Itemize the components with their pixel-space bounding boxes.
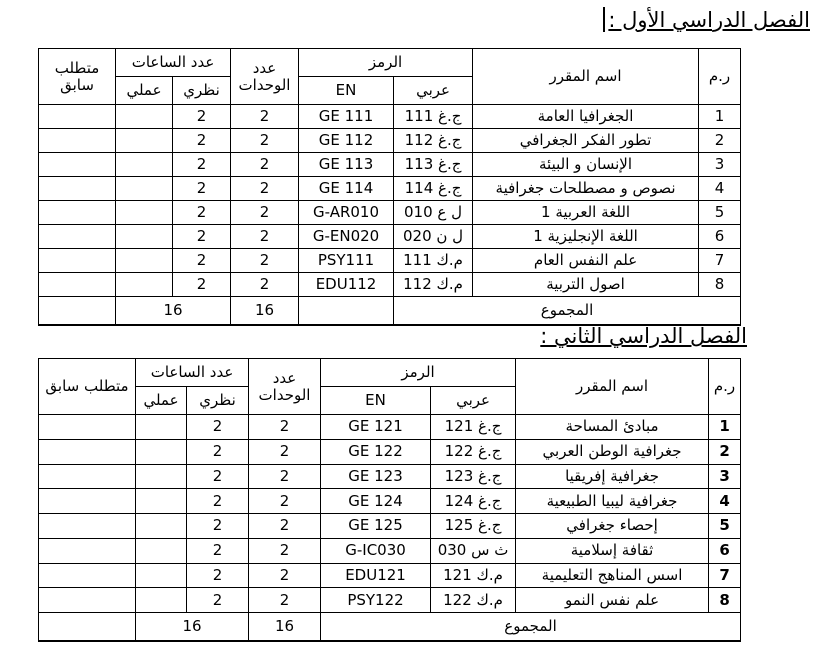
cell-prereq [39,588,136,613]
total-prereq-empty [39,613,136,641]
cell-theory: 2 [187,538,249,563]
cell-theory: 2 [187,439,249,464]
header-prereq: متطلب سابق [39,49,116,105]
cell-code_en: PSY111 [299,249,394,273]
cell-code_en: GE 123 [321,464,431,489]
cell-theory: 2 [173,105,231,129]
header-serial: ر.م [709,359,741,415]
cell-num: 1 [699,105,741,129]
cell-num: 7 [699,249,741,273]
cell-prereq [39,129,116,153]
semester1-rows [39,105,741,297]
total-units: 16 [249,613,321,641]
cell-code_en: GE 121 [321,415,431,440]
cell-practical [116,153,173,177]
cell-prereq [39,563,136,588]
cell-units: 2 [249,439,321,464]
cell-units: 2 [249,489,321,514]
cell-theory: 2 [187,489,249,514]
cell-units: 2 [231,177,299,201]
course-row [39,225,741,249]
course-row [39,153,741,177]
total-hours: 16 [116,297,231,325]
cell-code_en: GE 125 [321,514,431,539]
cell-theory: 2 [173,129,231,153]
header-hours: عدد الساعات [116,49,231,77]
cell-practical [136,439,187,464]
cell-theory: 2 [173,273,231,297]
cell-prereq [39,464,136,489]
cell-num: 8 [709,588,741,613]
cell-num: 2 [699,129,741,153]
cell-units: 2 [249,588,321,613]
cell-course: اسس المناهج التعليمية [516,563,709,588]
cell-code_en: GE 124 [321,489,431,514]
cell-prereq [39,514,136,539]
cell-practical [136,489,187,514]
cell-theory: 2 [187,563,249,588]
cell-units: 2 [249,464,321,489]
header-code-arabic: عربي [394,77,473,105]
cell-code_ar: ج.غ 124 [431,489,516,514]
cell-code_ar: م.ك 121 [431,563,516,588]
course-row [39,249,741,273]
cell-practical [116,225,173,249]
course-row [39,177,741,201]
cell-prereq [39,105,116,129]
cell-code_ar: ل ن 020 [394,225,473,249]
cell-code_ar: ج.غ 113 [394,153,473,177]
course-row [39,514,741,539]
cell-units: 2 [231,105,299,129]
cell-course: جغرافية ليبيا الطبيعية [516,489,709,514]
cell-code_en: EDU112 [299,273,394,297]
header-theory-hours: نظري [187,387,249,415]
cell-code_en: PSY122 [321,588,431,613]
cell-practical [136,415,187,440]
header-code-arabic: عربي [431,387,516,415]
cell-practical [116,201,173,225]
cell-num: 7 [709,563,741,588]
semester2-title [540,324,747,348]
cell-num: 4 [709,489,741,514]
total-code-en-empty [299,297,394,325]
cell-code_en: G-EN020 [299,225,394,249]
cell-prereq [39,225,116,249]
cell-practical [136,514,187,539]
cell-code_en: GE 114 [299,177,394,201]
cell-course: علم نفس النمو [516,588,709,613]
cell-practical [136,538,187,563]
course-row [39,563,741,588]
header-hours: عدد الساعات [136,359,249,387]
cell-code_en: GE 111 [299,105,394,129]
cell-units: 2 [231,201,299,225]
text-caret [603,7,605,32]
cell-prereq [39,538,136,563]
cell-code_en: EDU121 [321,563,431,588]
total-row [39,613,741,641]
cell-code_ar: ج.غ 121 [431,415,516,440]
total-row [39,297,741,325]
cell-theory: 2 [187,464,249,489]
cell-theory: 2 [187,415,249,440]
course-row [39,415,741,440]
cell-practical [116,273,173,297]
course-row [39,105,741,129]
total-label: المجموع [321,613,741,641]
cell-num: 6 [699,225,741,249]
cell-num: 8 [699,273,741,297]
cell-course: جغرافية الوطن العربي [516,439,709,464]
cell-practical [116,105,173,129]
cell-code_ar: م.ك 111 [394,249,473,273]
total-hours: 16 [136,613,249,641]
course-row [39,489,741,514]
cell-code_en: GE 113 [299,153,394,177]
cell-theory: 2 [187,514,249,539]
header-course-name: اسم المقرر [516,359,709,415]
cell-course: نصوص و مصطلحات جغرافية [473,177,699,201]
cell-theory: 2 [187,588,249,613]
cell-code_ar: ج.غ 112 [394,129,473,153]
cell-course: ثقافة إسلامية [516,538,709,563]
semester1-table [38,48,741,326]
cell-units: 2 [249,514,321,539]
cell-code_ar: ج.غ 122 [431,439,516,464]
course-row [39,129,741,153]
course-row [39,439,741,464]
cell-units: 2 [231,249,299,273]
cell-course: إحصاء جغرافي [516,514,709,539]
semester2-rows [39,415,741,613]
cell-units: 2 [231,129,299,153]
cell-code_en: G-AR010 [299,201,394,225]
cell-prereq [39,201,116,225]
cell-code_ar: ج.غ 114 [394,177,473,201]
course-row [39,538,741,563]
cell-units: 2 [231,153,299,177]
cell-practical [136,563,187,588]
course-row [39,201,741,225]
header-units: عدد الوحدات [249,359,321,415]
cell-code_ar: ج.غ 125 [431,514,516,539]
cell-theory: 2 [173,225,231,249]
cell-course: اصول التربية [473,273,699,297]
header-code-en: EN [321,387,431,415]
semester1-title [603,7,810,32]
cell-theory: 2 [173,249,231,273]
header-practical-hours: عملي [136,387,187,415]
cell-code_en: G-IC030 [321,538,431,563]
cell-theory: 2 [173,153,231,177]
total-prereq-empty [39,297,116,325]
cell-course: اللغة العربية 1 [473,201,699,225]
cell-num: 3 [699,153,741,177]
cell-num: 4 [699,177,741,201]
cell-course: تطور الفكر الجغرافي [473,129,699,153]
header-code: الرمز [321,359,516,387]
cell-units: 2 [231,225,299,249]
semester2-table [38,358,741,642]
cell-num: 6 [709,538,741,563]
cell-num: 5 [699,201,741,225]
cell-code_ar: م.ك 112 [394,273,473,297]
semester2-title-text: الفصل الدراسي الثاني : [540,324,747,348]
total-units: 16 [231,297,299,325]
cell-prereq [39,415,136,440]
cell-practical [116,129,173,153]
cell-practical [136,464,187,489]
cell-code_ar: م.ك 122 [431,588,516,613]
header-practical-hours: عملي [116,77,173,105]
header-prereq: متطلب سابق [39,359,136,415]
course-row [39,273,741,297]
cell-prereq [39,439,136,464]
cell-prereq [39,489,136,514]
cell-units: 2 [249,563,321,588]
semester1-title-text: الفصل الدراسي الأول : [608,7,810,32]
cell-code_ar: ج.غ 123 [431,464,516,489]
cell-code_ar: ل ع 010 [394,201,473,225]
cell-course: اللغة الإنجليزية 1 [473,225,699,249]
cell-code_en: GE 112 [299,129,394,153]
cell-prereq [39,153,116,177]
cell-units: 2 [231,273,299,297]
cell-num: 2 [709,439,741,464]
cell-course: الجغرافيا العامة [473,105,699,129]
cell-code_en: GE 122 [321,439,431,464]
cell-units: 2 [249,415,321,440]
cell-course: جغرافية إفريقيا [516,464,709,489]
cell-course: علم النفس العام [473,249,699,273]
header-serial: ر.م [699,49,741,105]
cell-code_ar: ث س 030 [431,538,516,563]
header-theory-hours: نظري [173,77,231,105]
total-label: المجموع [394,297,741,325]
cell-course: الإنسان و البيئة [473,153,699,177]
cell-code_ar: ج.غ 111 [394,105,473,129]
header-units: عدد الوحدات [231,49,299,105]
cell-course: مبادئ المساحة [516,415,709,440]
course-row [39,464,741,489]
header-code: الرمز [299,49,473,77]
header-code-en: EN [299,77,394,105]
header-course-name: اسم المقرر [473,49,699,105]
cell-num: 3 [709,464,741,489]
course-row [39,588,741,613]
cell-num: 1 [709,415,741,440]
cell-theory: 2 [173,177,231,201]
cell-prereq [39,249,116,273]
cell-units: 2 [249,538,321,563]
cell-num: 5 [709,514,741,539]
cell-theory: 2 [173,201,231,225]
cell-practical [136,588,187,613]
cell-prereq [39,273,116,297]
cell-prereq [39,177,116,201]
cell-practical [116,177,173,201]
cell-practical [116,249,173,273]
